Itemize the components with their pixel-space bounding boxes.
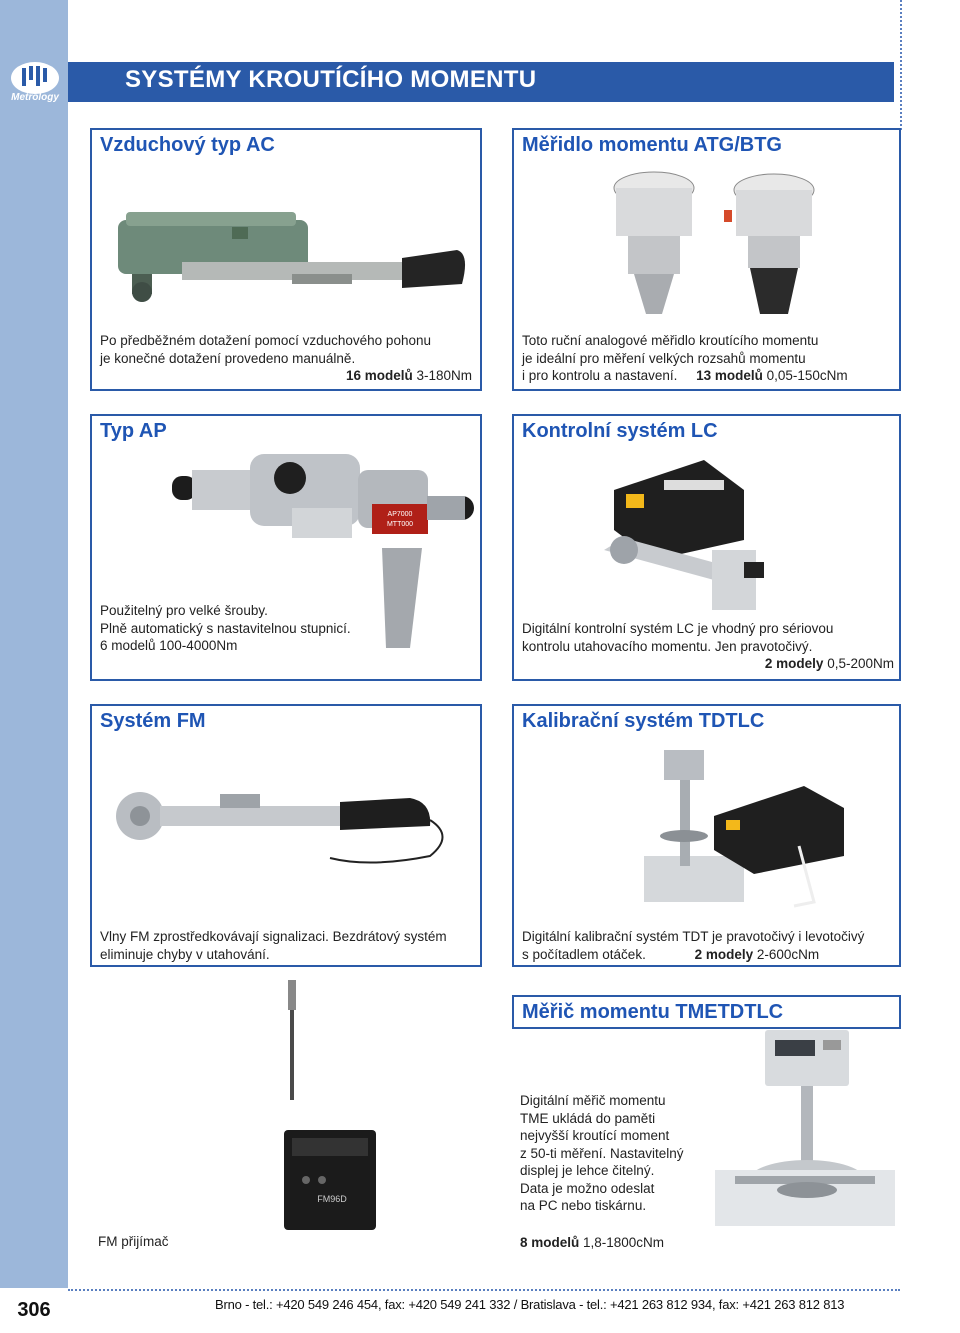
fm-receiver-image [280,980,380,1240]
ac-models: 16 modelů 3-180Nm [345,368,472,383]
svg-text:MTT000: MTT000 [386,521,414,528]
lc-tester-image [594,450,794,620]
svg-text:Metrology: Metrology [11,92,59,103]
ap-desc-line: Použitelný pro velké šrouby. [100,603,268,618]
tme-desc-line: z 50-ti měření. Nastavitelný [520,1145,684,1161]
page-title: SYSTÉMY KROUTÍCÍHO MOMENTU [125,66,537,93]
ac-desc-line: Po předběžném dotažení pomocí vzduchového pohonu [100,333,431,348]
svg-text:AP7000: AP7000 [387,511,413,518]
tme-desc-line: na PC nebo tiskárnu. [520,1198,647,1213]
atg-desc-line: Toto ruční analogové měřidlo kroutícího momentu [522,333,819,348]
section-title: Kalibrační systém TDTLC [522,710,765,732]
section-tdtlc [512,704,901,967]
section-atg [512,128,901,391]
dotted-divider [68,1289,900,1291]
footer-contacts: Brno - tel.: +420 549 246 454, fax: +420 549 241 332 / Bratislava - tel.: +421 263 812 934, fax: +421 263 812 813 [215,1297,845,1312]
atg-desc-line: je ideální pro měření velkých rozsahů momentu [522,350,806,366]
section-title: Systém FM [100,710,206,732]
ap-desc-line: 6 modelů 100-4000Nm [100,638,238,653]
tme-desc-line: displej je lehce čitelný. [520,1163,655,1178]
lc-desc-line: kontrolu utahovacího momentu. Jen pravotočivý. [522,638,813,654]
atg-desc-line: i pro kontrolu a nastavení. 13 modelů 0,05-150cNm [522,368,848,383]
ap-desc-line: Plně automatický s nastavitelnou stupnicí. [100,620,351,636]
ac-desc-line: je konečné dotažení provedeno manuálně. [100,350,356,366]
section-title: Vzduchový typ AC [100,134,275,156]
lc-desc-line: Digitální kontrolní systém LC je vhodný pro sériovou [522,621,834,636]
section-title: Měřidlo momentu ATG/BTG [522,134,782,156]
section-ap [90,414,482,681]
section-title: Kontrolní systém LC [522,420,718,442]
dotted-divider [900,0,902,130]
fm-wrench-image [110,776,460,876]
section-title: Měřič momentu TMETDTLC [522,1001,784,1023]
page-number: 306 [0,1288,68,1333]
section-fm [90,704,482,967]
tme-description [520,1092,710,1215]
fm-desc-line: Vlny FM zprostředkovávají signalizaci. Bezdrátový systém [100,929,447,944]
section-title: Typ AP [100,420,167,442]
section-lc [512,414,901,681]
tme-desc-line: Data je možno odeslat [520,1180,655,1196]
tme-models: 8 modelů 1,8-1800cNm [520,1235,665,1250]
tme-desc-line: TME ukládá do paměti [520,1110,656,1126]
tdtlc-desc-line: s počítadlem otáček. 2 modely 2-600cNm [522,946,820,962]
section-ac [90,128,482,391]
sidebar-band [0,0,68,1333]
tdtlc-calibrator-image [614,746,854,916]
svg-text:FM96D: FM96D [317,1194,347,1204]
tdtlc-desc-line: Digitální kalibrační systém TDT je pravotočivý i levotočivý [522,929,865,944]
tme-desc-line: nejvyšší kroutící moment [520,1128,670,1143]
lc-models: 2 modely 0,5-200Nm [764,656,894,671]
ac-wrench-image [102,192,472,312]
section-tme-header [512,995,901,1029]
tme-meter-image [705,1030,875,1250]
receiver-caption: FM přijímač [98,1234,169,1249]
tme-desc-line: Digitální měřič momentu [520,1093,666,1108]
fm-desc-line: eliminuje chyby v utahování. [100,946,270,962]
atg-gauge-image [594,164,854,314]
metrology-logo [4,60,66,102]
